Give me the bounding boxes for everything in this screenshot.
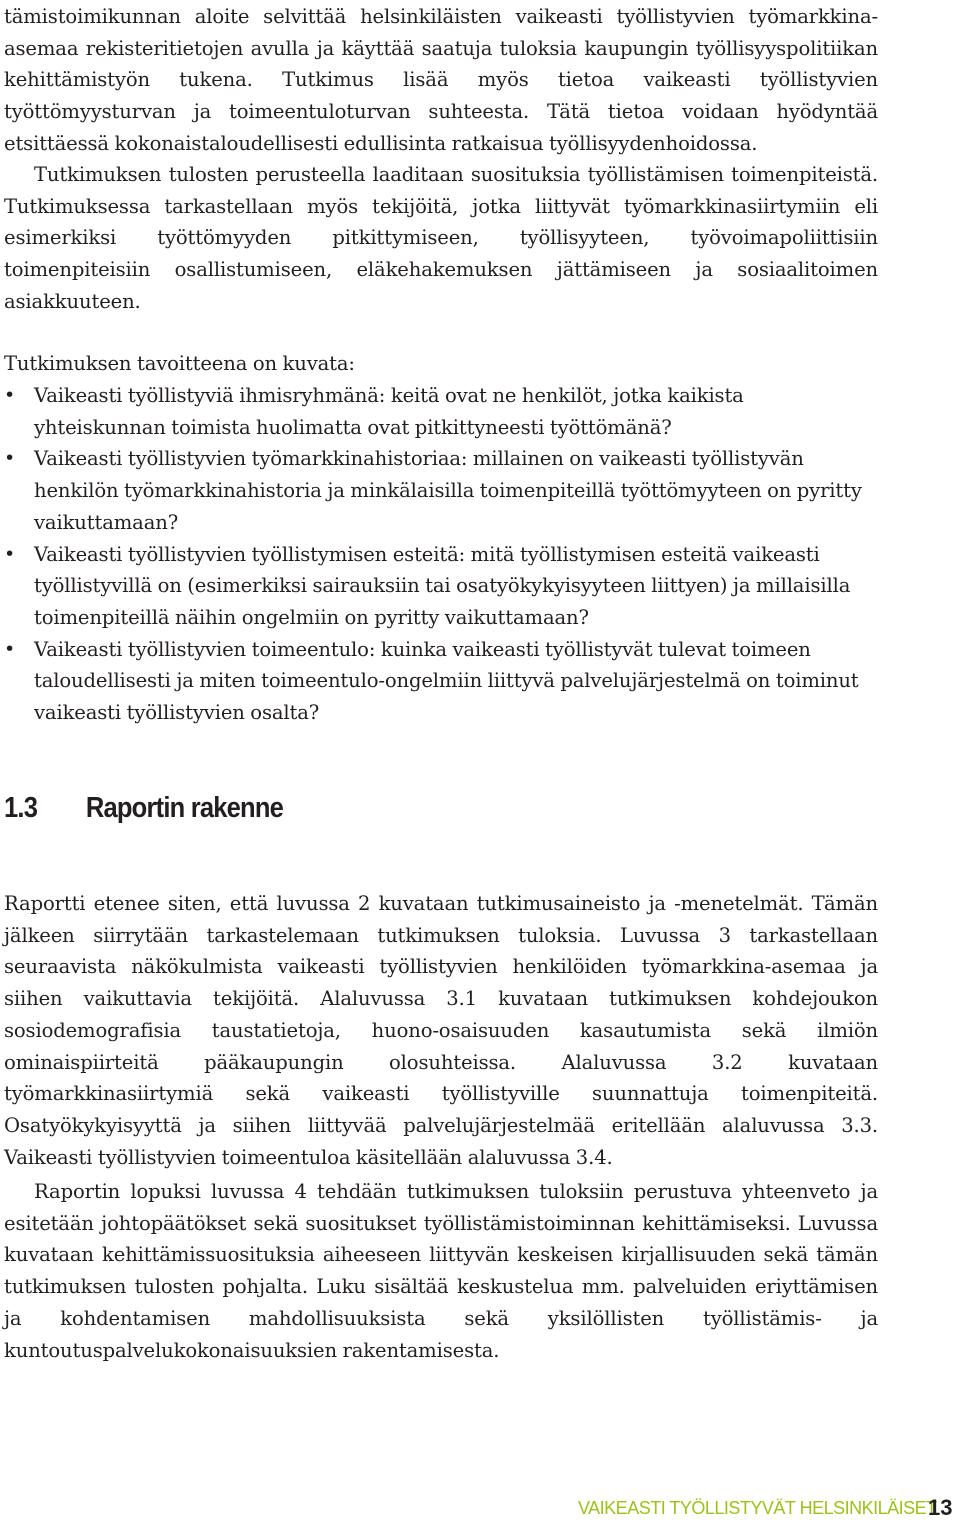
section-heading (4, 788, 283, 828)
bullet-icon: • (4, 637, 16, 660)
paragraph-intro: tämistoimikunnan aloite selvittää helsinkiläisten vaikeasti työllistyvien työmarkkina-asemaa rekisteritietojen avulla ja käyttää saatuja tuloksia kaupungin työllisyyspolitiikan kehittämistyön tukena. Tutkimus lisää myös tietoa vaikeasti työllistyvien työttömyysturvan ja toimeentuloturvan suhteesta. Tätä tietoa voidaan hyödyntää etsittäessä kokonaistaloudellisesti edullisinta ratkaisua työllisyydenhoidossa. (4, 5, 878, 155)
section-title: Raportin rakenne (85, 792, 284, 824)
bullet-icon: • (4, 384, 16, 406)
list-item (4, 634, 878, 729)
list-item-text: Vaikeasti työllistyvien työmarkkinahistoriaa: millainen on vaikeasti työllistyvän henkilön työmarkkinahistoria ja minkälaisilla toimenpiteillä työttömyyteen on pyritty vaikuttamaan? (34, 447, 862, 534)
list-item-text: Vaikeasti työllistyvien toimeentulo: kuinka vaikeasti työllistyvät tulevat toimeen taloudellisesti ja miten toimeentulo-ongelmiin liittyvä palvelujärjestelmä on toiminut vaikeasti työllistyvien osalta? (34, 637, 859, 725)
list-item-text: Vaikeasti työllistyvien työllistymisen esteitä: mitä työllistymisen esteitä vaikeasti työllistyvillä on (esimerkiksi sairauksiin tai osatyökykyisyyteen liittyen) ja millaisilla toimenpiteillä näihin ongelmiin on pyritty vaikuttamaan? (34, 542, 851, 629)
bullet-icon: • (4, 542, 16, 565)
paragraph-conclusions: Raportin lopuksi luvussa 4 tehdään tutkimuksen tuloksiin perustuva yhteenveto ja esitetään johtopäätökset sekä suositukset työllistämistoiminnan kehittämiseksi. Luvussa kuvataan kehittämissuosituksia aiheeseen liittyvän keskeisen kirjallisuuden sekä tämän tutkimuksen tulosten pohjalta. Luku sisältää keskustelua mm. palveluiden eriyttämisen ja kohdentamisen mahdollisuuksista sekä yksilöllisten työllistämis- ja kuntoutuspalvelukokonaisuuksien rakentamisesta. (4, 1180, 878, 1362)
list-item-text: Vaikeasti työllistyviä ihmisryhmänä: keitä ovat ne henkilöt, jotka kaikista yhteiskunnan toimista huolimatta ovat pitkittyneesti työttömänä? (34, 384, 744, 439)
goals-intro: Tutkimuksen tavoitteena on kuvata: (4, 352, 355, 375)
paragraph-structure: Raportti etenee siten, että luvussa 2 kuvataan tutkimusaineisto ja -menetelmät. Tämän jälkeen siirrytään tarkastelemaan tutkimuksen tuloksia. Luvussa 3 tarkastellaan seuraavista näkökulmista vaikeasti työllistyvien henkilöiden työmarkkina-asemaa ja siihen vaikuttavia tekijöitä. Alaluvussa 3.1 kuvataan tutkimuksen kohdejoukon sosiodemografisia taustatietoja, huono-osaisuuden kasautumista sekä ilmiön ominaispiirteitä pääkaupungin olosuhteissa. Alaluvussa 3.2 kuvataan työmarkkinasiirtymiä sekä vaikeasti työllistyville suunnattuja toimenpiteitä. Osatyökykyisyyttä ja siihen liittyvää palvelujärjestelmää eritellään alaluvussa 3.3. Vaikeasti työllistyvien toimeentuloa käsitellään alaluvussa 3.4. (4, 892, 878, 1169)
goals-list (4, 380, 878, 729)
page-number: 13 (928, 1495, 953, 1520)
list-item (4, 443, 878, 538)
paragraph-recommendations: Tutkimuksen tulosten perusteella laaditaan suosituksia työllistämisen toimenpiteistä. Tutkimuksessa tarkastellaan myös tekijöitä, jotka liittyvät työmarkkinasiirtymiin eli esimerkiksi työttömyyden pitkittymiseen, työllisyyteen, työvoimapoliittisiin toimenpiteisiin osallistumiseen, eläkehakemuksen jättämiseen ja sosiaalitoimen asiakkuuteen. (4, 163, 878, 313)
footer-title: VAIKEASTI TYÖLLISTYVÄT HELSINKILÄISET (578, 1498, 937, 1518)
list-item (4, 539, 878, 634)
bullet-icon: • (4, 447, 16, 470)
list-item (4, 380, 878, 443)
section-number: 1.3 (4, 792, 38, 824)
